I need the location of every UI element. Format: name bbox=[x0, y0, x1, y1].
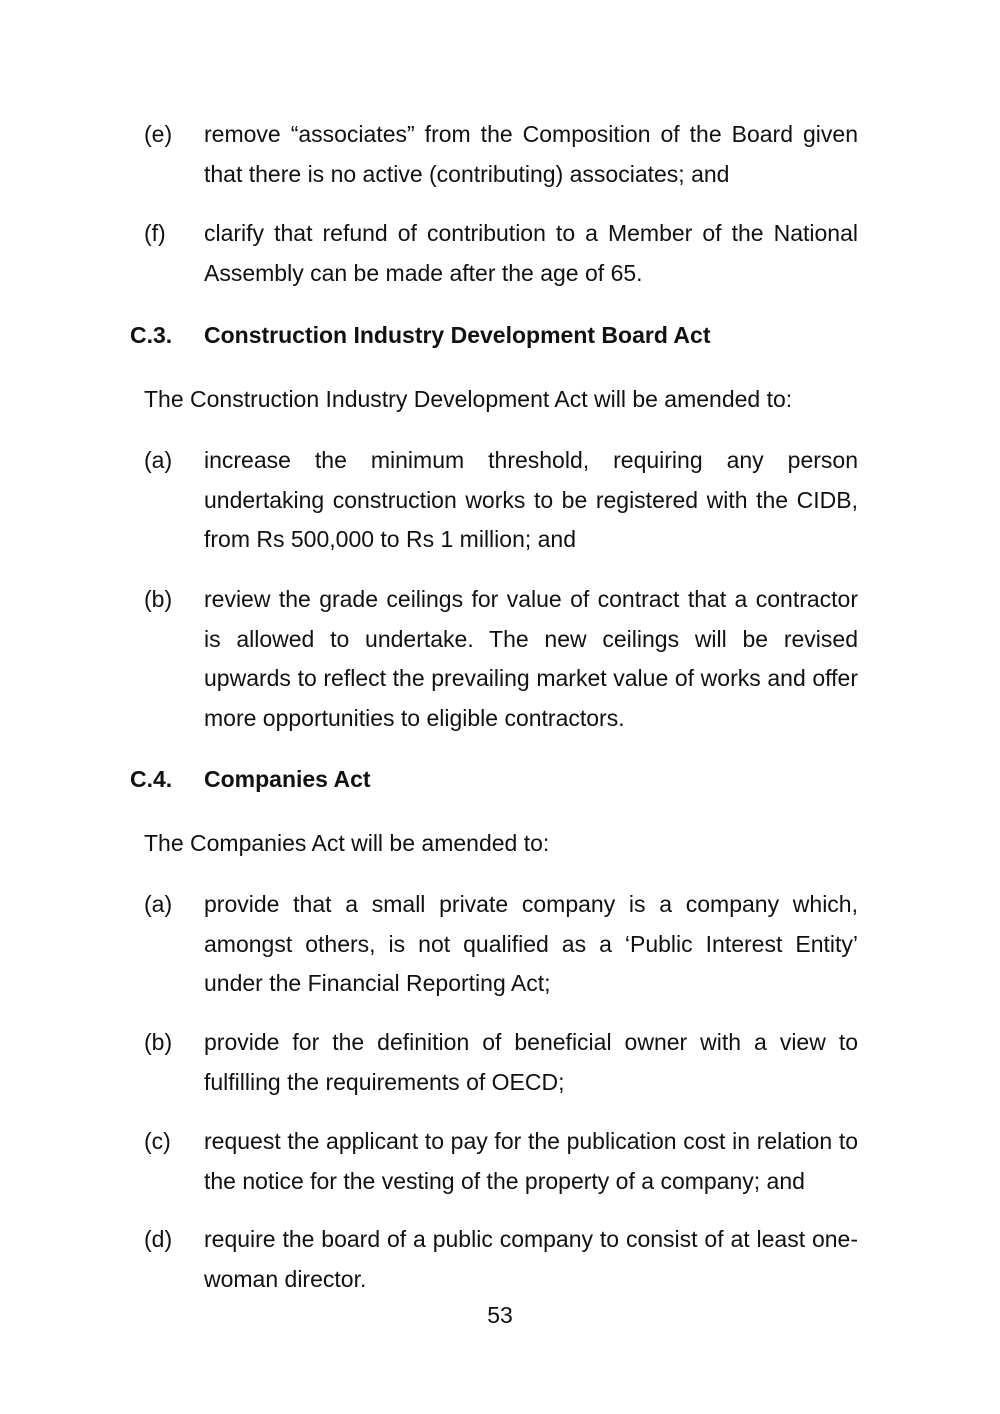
item-text: provide for the definition of beneficial owner with a view to fulfilling the requirements of OECD; bbox=[204, 1029, 858, 1095]
page-number: 53 bbox=[487, 1302, 513, 1328]
item-text: provide that a small private company is a company which, amongst others, is not qualified as a ‘Public Interest Entity’ under the Financial Reporting Act; bbox=[204, 891, 858, 996]
item-label: (d) bbox=[144, 1226, 173, 1252]
intro-text: The Construction Industry Development Act will be amended to: bbox=[144, 386, 793, 412]
item-text: review the grade ceilings for value of contract that a contractor is allowed to undertake. The new ceilings will be revised upwards to reflect the prevailing market value of works and offer more opportunities to eligible contractors. bbox=[204, 586, 858, 731]
item-label: (a) bbox=[144, 891, 173, 917]
item-label: (b) bbox=[144, 1029, 173, 1055]
item-text: remove “associates” from the Composition of the Board given that there is no active (contributing) associates; and bbox=[204, 121, 858, 187]
item-text: require the board of a public company to consist of at least one-woman director. bbox=[204, 1226, 858, 1292]
section-title: Companies Act bbox=[204, 766, 371, 792]
section-number: C.4. bbox=[130, 766, 173, 792]
item-label: (b) bbox=[144, 586, 173, 612]
item-label: (f) bbox=[144, 220, 166, 246]
intro-text: The Companies Act will be amended to: bbox=[144, 830, 550, 856]
item-label: (c) bbox=[144, 1128, 171, 1154]
item-label: (e) bbox=[144, 121, 173, 147]
item-text: request the applicant to pay for the publication cost in relation to the notice for the vesting of the property of a company; and bbox=[204, 1128, 858, 1194]
item-text: clarify that refund of contribution to a Member of the National Assembly can be made after the age of 65. bbox=[204, 220, 858, 286]
item-text: increase the minimum threshold, requiring any person undertaking construction works to be registered with the CIDB, from Rs 500,000 to Rs 1 million; and bbox=[204, 447, 858, 552]
section-title: Construction Industry Development Board Act bbox=[204, 322, 711, 348]
section-number: C.3. bbox=[130, 322, 173, 348]
item-label: (a) bbox=[144, 447, 173, 473]
